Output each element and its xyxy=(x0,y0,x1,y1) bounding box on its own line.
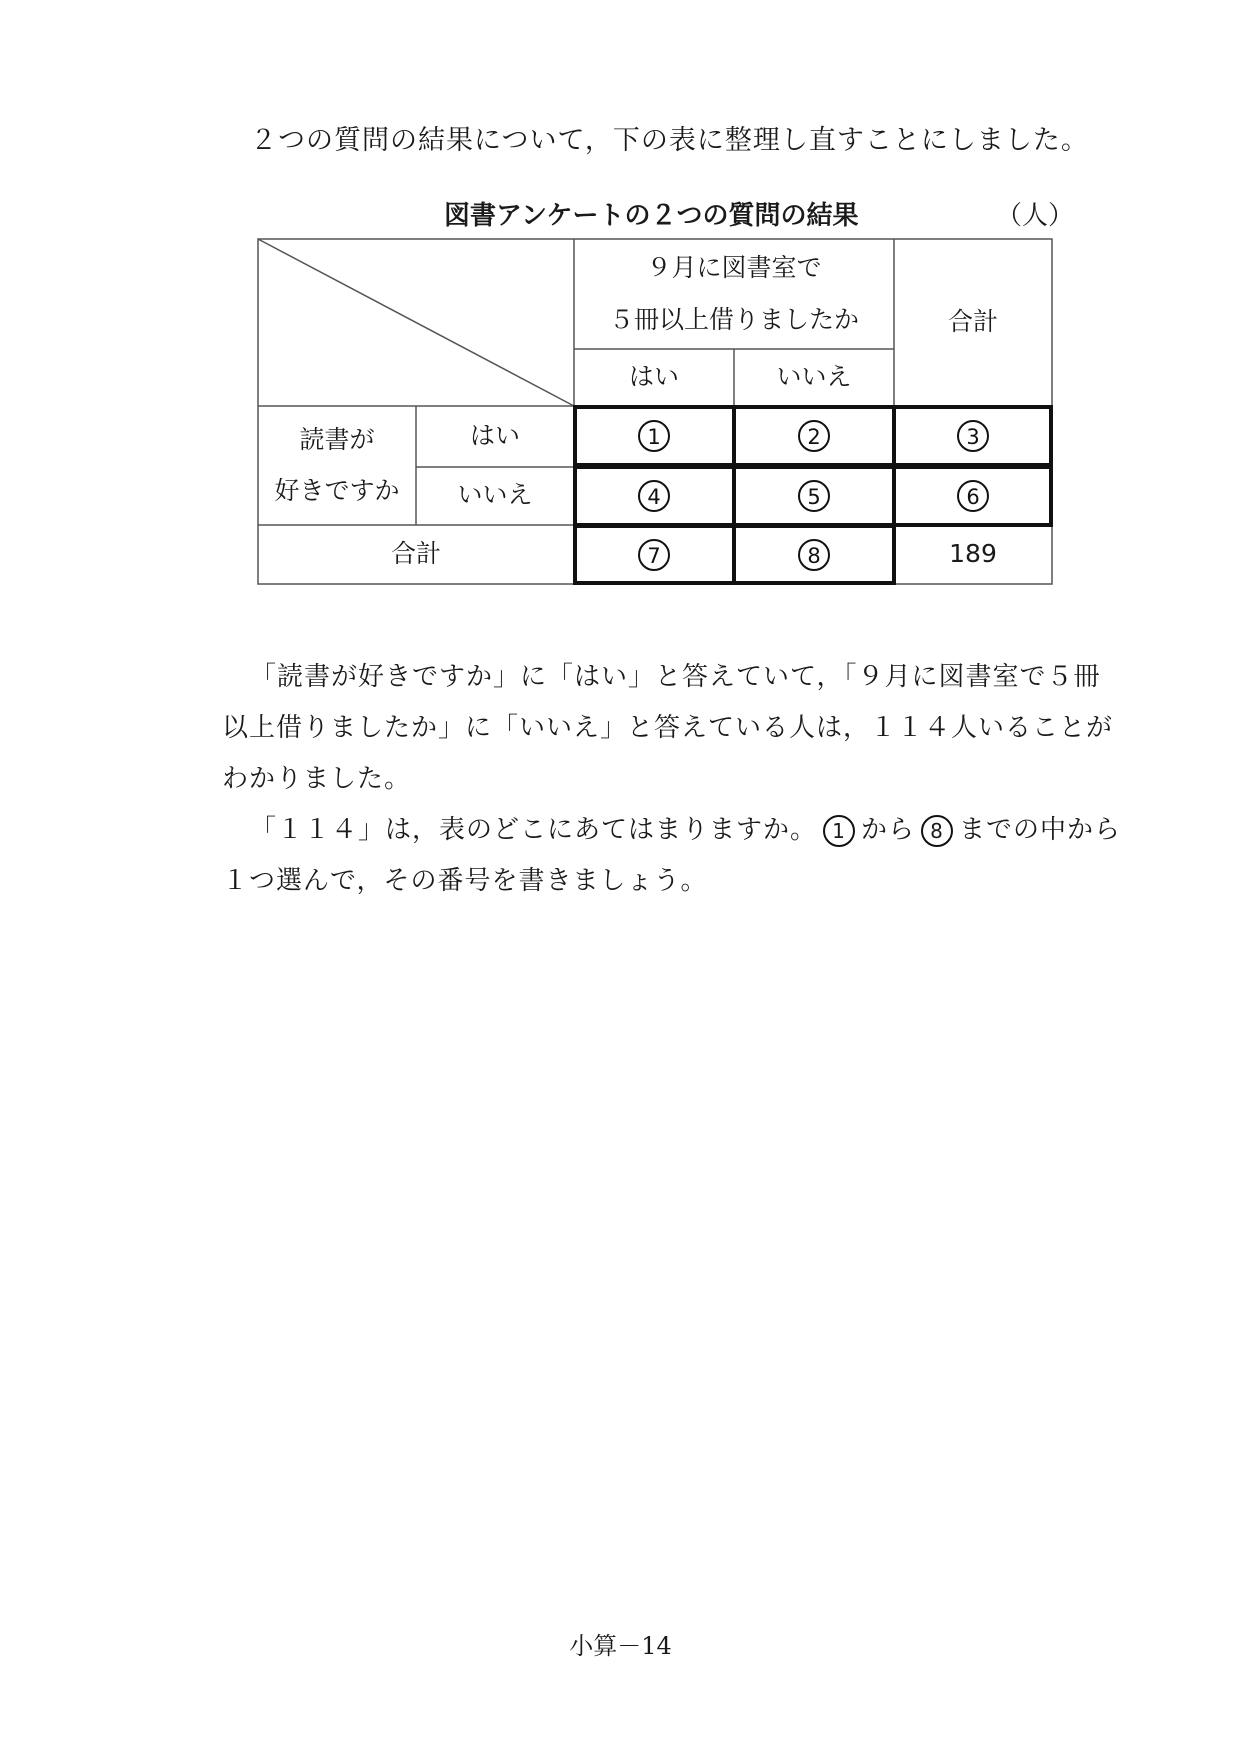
col-question-line1: ９月に図書室で xyxy=(646,253,822,282)
svg-text:6: 6 xyxy=(966,485,980,509)
circled-number-6 xyxy=(958,481,988,511)
row-question-line1: 読書が xyxy=(299,425,375,454)
results-table xyxy=(0,0,1241,620)
question-paragraph-1: 「読書が好きですか」に「はい」と答えていて，「９月に図書室で５冊以上借りましたか」に「いいえ」と答えている人は，１１４人いることがわかりました。 xyxy=(222,662,1114,794)
intro-text: ２つの質問の結果について，下の表に整理し直すことにしました。 xyxy=(250,125,1089,156)
grand-total-value: 189 xyxy=(949,539,997,568)
svg-text:3: 3 xyxy=(966,425,980,449)
row-no-label: いいえ xyxy=(457,480,533,509)
table-unit: （人） xyxy=(996,201,1075,231)
circled-number-from: 1 xyxy=(823,815,855,847)
circled-number-5 xyxy=(799,481,829,511)
row-question-line2: 好きですか xyxy=(274,476,400,505)
question-part-3: までの中から１つ選んで，その番号を書きましょう。 xyxy=(222,815,1122,896)
table-title: 図書アンケートの２つの質問の結果 xyxy=(444,201,859,231)
svg-text:2: 2 xyxy=(807,425,821,449)
page-number: 小算－14 xyxy=(569,1632,672,1660)
svg-text:7: 7 xyxy=(647,544,661,568)
svg-text:4: 4 xyxy=(647,485,661,509)
question-part-1: 「１１４」は，表のどこにあてはまりますか。 xyxy=(250,815,818,845)
table-border xyxy=(258,239,1052,584)
svg-text:8: 8 xyxy=(807,544,821,568)
question-part-2: から xyxy=(861,815,916,845)
col-no-label: いいえ xyxy=(776,362,852,391)
col-total-label: 合計 xyxy=(947,307,999,336)
circled-number-to: 8 xyxy=(921,815,953,847)
circled-number-7 xyxy=(639,540,669,570)
circled-number-8 xyxy=(799,540,829,570)
circled-number-3 xyxy=(958,421,988,451)
circled-number-1 xyxy=(639,421,669,451)
col-question-line2: ５冊以上借りましたか xyxy=(608,305,860,334)
col-yes-label: はい xyxy=(628,362,680,391)
svg-text:1: 1 xyxy=(647,425,661,449)
circled-number-4 xyxy=(639,481,669,511)
question-text xyxy=(222,652,1122,907)
circled-number-2 xyxy=(799,421,829,451)
row-total-label: 合計 xyxy=(390,539,442,568)
question-paragraph-2 xyxy=(222,805,1122,907)
svg-text:5: 5 xyxy=(807,485,821,509)
row-yes-label: はい xyxy=(469,421,521,450)
diagonal-line xyxy=(258,239,574,406)
